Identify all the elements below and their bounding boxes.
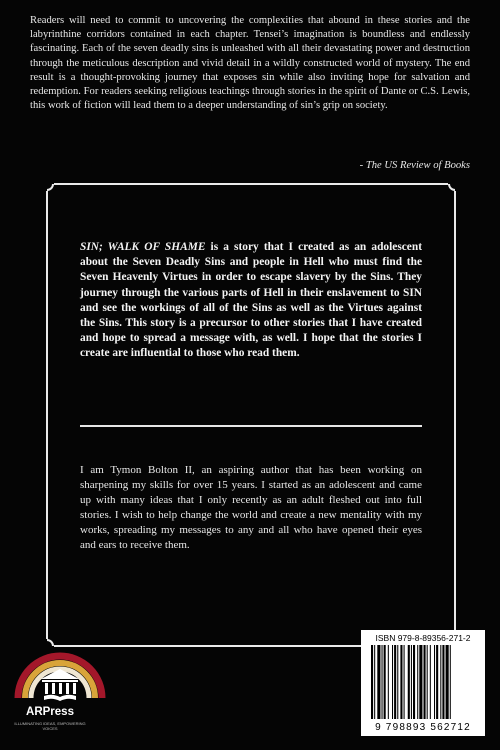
- barcode-bar: [424, 645, 426, 719]
- book-title: SIN; WALK OF SHAME: [80, 241, 206, 253]
- isbn-barcode: [361, 630, 485, 736]
- barcode-bar: [377, 645, 380, 719]
- book-icon: [44, 695, 76, 701]
- barcode-bar: [417, 645, 418, 719]
- publisher-tagline: ILLUMINATING IDEAS, EMPOWERING VOICES: [14, 721, 86, 731]
- barcode-bar: [400, 645, 402, 719]
- barcode-bar: [371, 645, 373, 719]
- synopsis-text: is a story that I created as an adolescent about the Seven Deadly Sins and people in Hell who must find the Seven Heavenly Virtues in order to escape slavery by the Sins. They journey through the various parts of Hell in their enslavement to SIN and see the workings of all of the Sins as well as the Virtues against the Sins. This story is a precursor to other stories that I have created and hope to spread a message with, as well. I hope that the stories I create are influential to those who read them.: [80, 241, 422, 360]
- barcode-bar: [388, 645, 389, 719]
- barcode-bar: [434, 645, 435, 719]
- synopsis-paragraph: [80, 240, 422, 362]
- barcode-bars: [369, 645, 477, 719]
- barcode-bar: [392, 645, 393, 719]
- barcode-bar: [450, 645, 451, 719]
- publisher-name: ARPress: [26, 706, 74, 718]
- barcode-bar: [404, 645, 405, 719]
- review-source: - The US Review of Books: [359, 160, 470, 171]
- frame-corner: [40, 177, 54, 191]
- author-bio: I am Tymon Bolton II, an aspiring author that has been working on sharpening my skills for over 15 years. I started as an adolescent and came up with many ideas that I only recently as an adult fleshed out into full stories. I wish to help change the world and create a new mentality with my works, spreading my messages to any and all who have opened their eyes and ears to receive them.: [80, 464, 422, 551]
- barcode-bar: [436, 645, 438, 719]
- barcode-bar: [430, 645, 431, 719]
- barcode-bar: [427, 645, 428, 719]
- barcode-bar: [382, 645, 383, 719]
- isbn-digits: 9 798893 562712: [375, 722, 471, 733]
- barcode-bar: [419, 645, 422, 719]
- barcode-bar: [411, 645, 412, 719]
- isbn-label: ISBN 979-8-89356-271-2: [375, 633, 471, 643]
- barcode-bar: [442, 645, 444, 719]
- barcode-bar: [384, 645, 386, 719]
- barcode-bar: [394, 645, 396, 719]
- barcode-bar: [413, 645, 415, 719]
- review-quote: Readers will need to commit to uncovering the complexities that abound in these stories and the labyrinthine corridors contained in each chapter. Tensei’s imagination is boundless and endlessly fascinating. Each of the seven deadly sins is unleashed with all their devastating power and destruction through the meticulous description and vivid detail in a wildly constructed world of mystery. The end result is a thought-provoking journey that exposes sin while also inviting hope for salvation and redemption. For readers seeking religious teachings through stories in the spirit of Dante or C.S. Lewis, this work of fiction will lead them to a deeper understanding of sin’s grip on society.: [30, 15, 470, 112]
- barcode-bar: [440, 645, 441, 719]
- barcode-bar: [397, 645, 398, 719]
- barcode-bar: [374, 645, 375, 719]
- barcode-bar: [408, 645, 410, 719]
- barcode-bar: [446, 645, 449, 719]
- section-divider: [80, 425, 422, 427]
- frame-corner: [448, 177, 462, 191]
